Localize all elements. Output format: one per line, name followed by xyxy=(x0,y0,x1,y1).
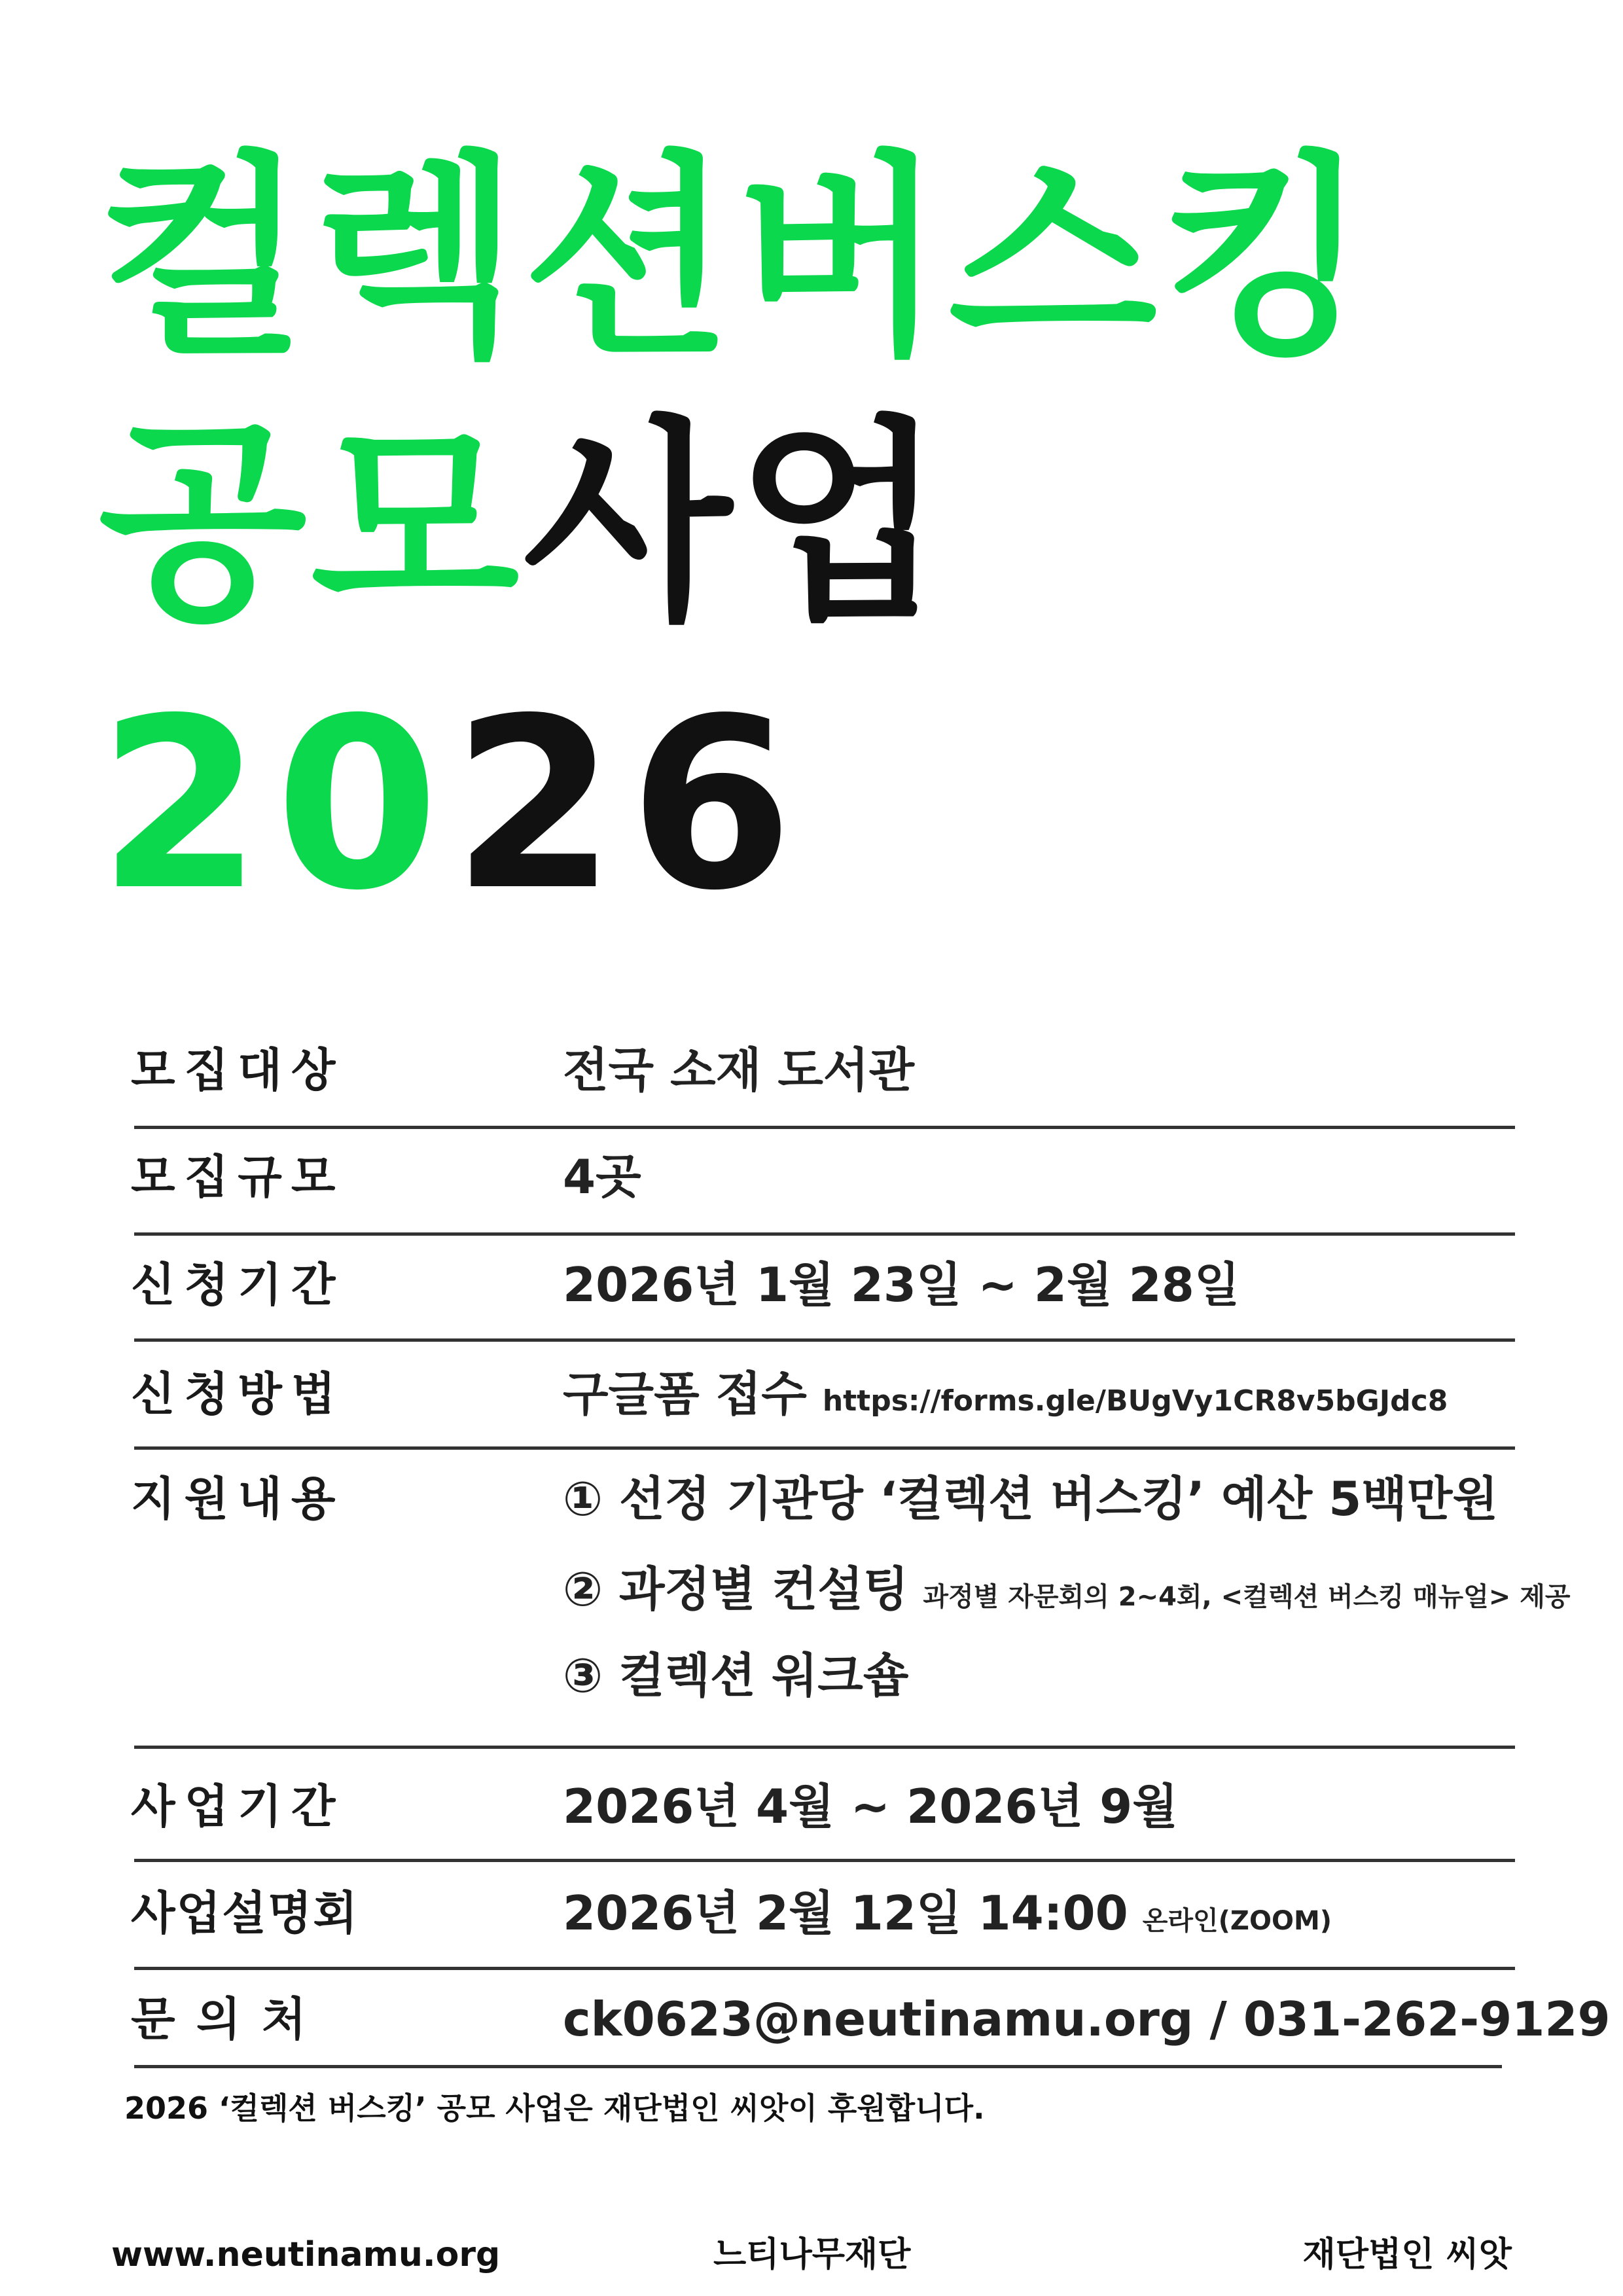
value-scale: 4곳 xyxy=(563,1149,641,1204)
application-form-link[interactable]: https://forms.gle/BUgVy1CR8v5bGJdc8 xyxy=(822,1384,1448,1418)
label-contact: 문 의 처 xyxy=(131,1992,309,2046)
method-text: 구글폼 접수 xyxy=(563,1367,807,1422)
support-item-2-title: ② 과정별 컨설팅 xyxy=(563,1562,909,1617)
value-method xyxy=(563,1365,1448,1431)
label-project-period: 사업기간 xyxy=(131,1780,345,1833)
row-divider xyxy=(134,2065,1502,2068)
briefing-detail: 온라인(ZOOM) xyxy=(1142,1906,1332,1936)
value-contact[interactable]: ck0623@neutinamu.org / 031-262-9129 xyxy=(563,1992,1611,2047)
row-divider xyxy=(134,1859,1515,1862)
label-briefing: 사업설명회 xyxy=(131,1886,359,1940)
support-item-2-detail: 과정별 자문회의 2~4회, <컬렉션 버스킹 매뉴얼> 제공 xyxy=(923,1582,1571,1612)
support-item-1: ① 선정 기관당 ‘컬렉션 버스킹’ 예산 5백만원 xyxy=(563,1471,1498,1526)
row-divider xyxy=(134,1746,1515,1749)
row-divider xyxy=(134,1446,1515,1450)
footer-sponsor-name: 재단법인 씨앗 xyxy=(1302,2235,1512,2274)
value-target: 전국 소재 도서관 xyxy=(563,1043,914,1098)
year-black-part: 26 xyxy=(452,668,806,942)
sponsor-note: 2026 ‘컬렉션 버스킹’ 공모 사업은 재단법인 씨앗이 후원합니다. xyxy=(124,2090,985,2126)
row-divider xyxy=(134,1126,1515,1129)
year-green-part: 20 xyxy=(98,668,452,942)
footer-website-link[interactable]: www.neutinamu.org xyxy=(111,2235,501,2274)
label-period: 신청기간 xyxy=(131,1258,345,1312)
footer-org-name: 느티나무재단 xyxy=(713,2235,911,2274)
title-line-1: 컬렉션버스킹 xyxy=(98,133,1374,384)
label-scale: 모집규모 xyxy=(131,1150,345,1204)
value-briefing xyxy=(563,1884,1332,1950)
briefing-datetime: 2026년 2월 12일 14:00 xyxy=(563,1886,1128,1941)
row-divider xyxy=(134,1967,1515,1970)
title-green-part: 공모 xyxy=(98,398,524,649)
value-period: 2026년 1월 23일 ~ 2월 28일 xyxy=(563,1257,1240,1312)
row-divider xyxy=(134,1338,1515,1342)
value-project-period: 2026년 4월 ~ 2026년 9월 xyxy=(563,1779,1178,1834)
title-year xyxy=(98,668,806,942)
label-method: 신청방법 xyxy=(131,1367,345,1421)
title-black-part: 사업 xyxy=(523,398,949,649)
label-target: 모집대상 xyxy=(131,1043,345,1097)
title-line-2 xyxy=(98,399,948,648)
label-support: 지원내용 xyxy=(131,1472,345,1526)
support-item-2 xyxy=(563,1560,1571,1626)
support-item-3: ③ 컬렉션 워크숍 xyxy=(563,1648,909,1703)
row-divider xyxy=(134,1232,1515,1236)
